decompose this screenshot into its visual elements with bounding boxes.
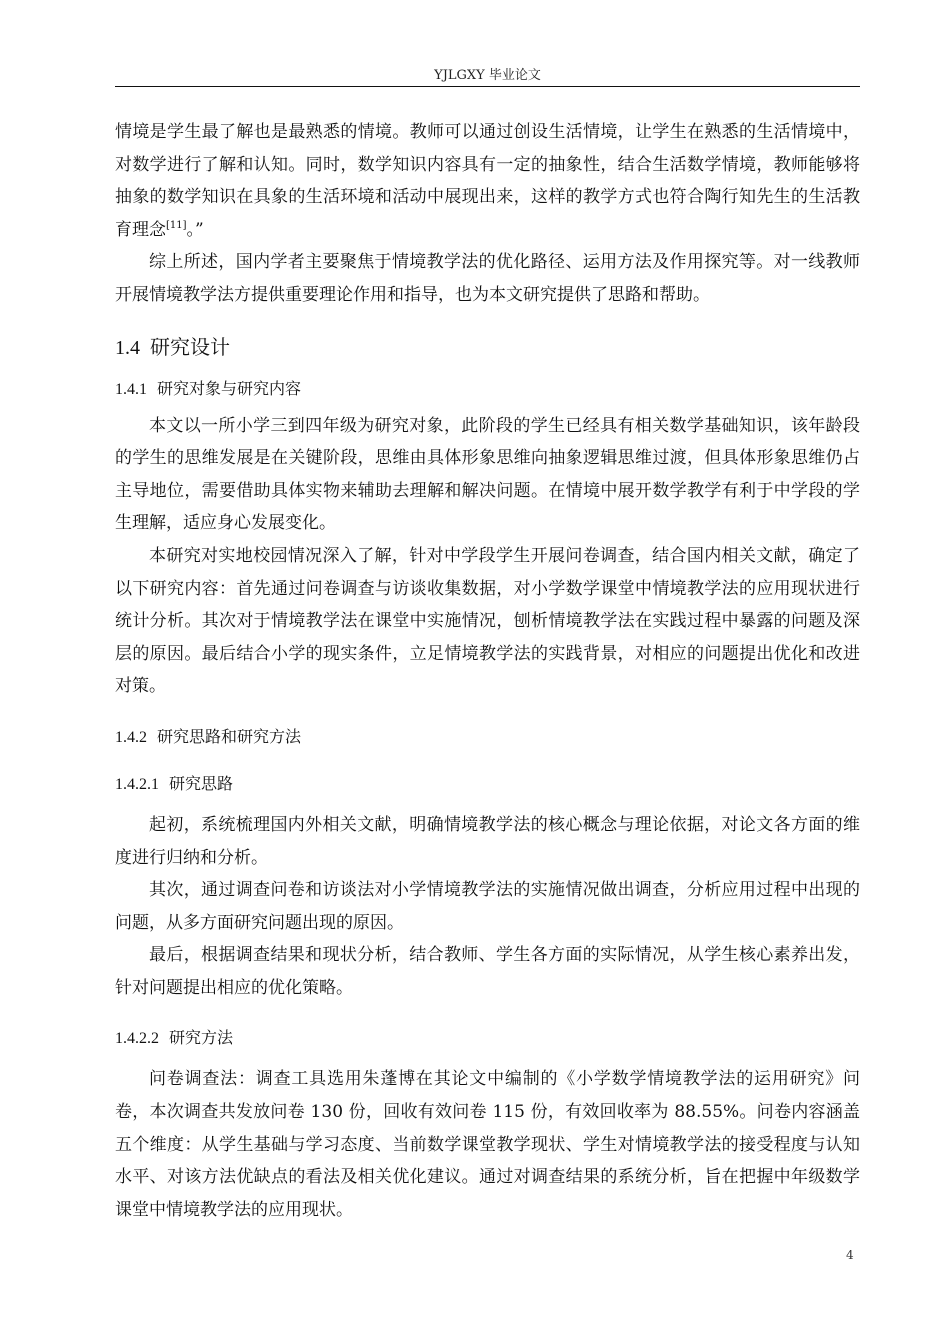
header-rule [115, 86, 860, 87]
subsubsection-number: 1.4.2.2 [115, 1030, 159, 1048]
section-heading-1-4 [115, 333, 860, 362]
subsubsection-title: 研究方法 [169, 1028, 234, 1048]
page-number: 4 [846, 1248, 854, 1262]
section-title: 研究设计 [150, 334, 230, 359]
intro-paragraph-1-tail: 。” [186, 219, 204, 240]
intro-paragraph-1 [115, 116, 860, 246]
subsection-number: 1.4.1 [115, 380, 147, 398]
subsection-number: 1.4.2 [115, 728, 147, 746]
subsubsection-heading-1-4-2-2 [115, 1026, 860, 1051]
page-body [115, 116, 860, 1226]
subsubsection-heading-1-4-2-1 [115, 772, 860, 797]
intro-paragraph-1-text: 情境是学生最了解也是最熟悉的情境。教师可以通过创设生活情境，让学生在熟悉的生活情境中，对数学进行了解和认知。同时，数学知识内容具有一定的抽象性，结合生活数学情境，教师能够将抽象的数学知识在具象的生活环境和活动中展现出来，这样的教学方式也符合陶行知先生的生活教育理念 [115, 122, 860, 240]
citation-marker: [11] [166, 219, 187, 231]
subsection-heading-1-4-1 [115, 377, 860, 402]
intro-paragraph-2: 综上所述，国内学者主要聚焦于情境教学法的优化路径、运用方法及作用探究等。对一线教师开展情境教学法方提供重要理论作用和指导，也为本文研究提供了思路和帮助。 [115, 252, 860, 305]
section-number: 1.4 [115, 336, 140, 359]
research-content-paragraph: 本研究对实地校园情况深入了解，针对中学段学生开展问卷调查，结合国内相关文献，确定了以下研究内容：首先通过问卷调查与访谈收集数据，对小学数学课堂中情境教学法的应用现状进行统计分析。其次对于情境教学法在课堂中实施情况，刨析情境教学法在实践过程中暴露的问题及深层的原因。最后结合小学的现实条件，立足情境教学法的实践背景，对相应的问题提出优化和改进对策。 [115, 545, 860, 697]
survey-method-paragraph: 问卷调查法：调查工具选用朱蓬博在其论文中编制的《小学数学情境教学法的运用研究》问卷，本次调查共发放问卷 130 份，回收有效问卷 115 份，有效回收率为 88.55%。问卷内容涵盖五个维度：从学生基础与学习态度、当前数学课堂教学现状、学生对情境教学法的接受程度与认知水平、对该方法优缺点的看法及相关优化建议。通过对调查结果的系统分析，旨在把握中年级数学课堂中情境教学法的应用现状。 [115, 1069, 860, 1220]
subsubsection-number: 1.4.2.1 [115, 775, 159, 793]
running-header: YJLGXY 毕业论文 [434, 68, 541, 83]
subsection-heading-1-4-2 [115, 725, 860, 750]
subsection-title: 研究对象与研究内容 [157, 378, 302, 398]
research-idea-paragraph-1: 起初，系统梳理国内外相关文献，明确情境教学法的核心概念与理论依据，对论文各方面的维度进行归纳和分析。 [115, 814, 860, 868]
subsection-title: 研究思路和研究方法 [157, 726, 302, 746]
research-object-paragraph: 本文以一所小学三到四年级为研究对象，此阶段的学生已经具有相关数学基础知识，该年龄段的学生的思维发展是在关键阶段，思维由具体形象思维向抽象逻辑思维过渡，但具体形象思维仍占主导地位，需要借助具体实物来辅助去理解和解决问题。在情境中展开数学教学有利于中学段的学生理解，适应身心发展变化。 [115, 415, 860, 534]
research-idea-paragraph-2: 其次，通过调查问卷和访谈法对小学情境教学法的实施情况做出调查，分析应用过程中出现的问题，从多方面研究问题出现的原因。 [115, 880, 860, 933]
research-idea-paragraph-3: 最后，根据调查结果和现状分析，结合教师、学生各方面的实际情况，从学生核心素养出发，针对问题提出相应的优化策略。 [115, 945, 860, 998]
subsubsection-title: 研究思路 [169, 773, 234, 793]
